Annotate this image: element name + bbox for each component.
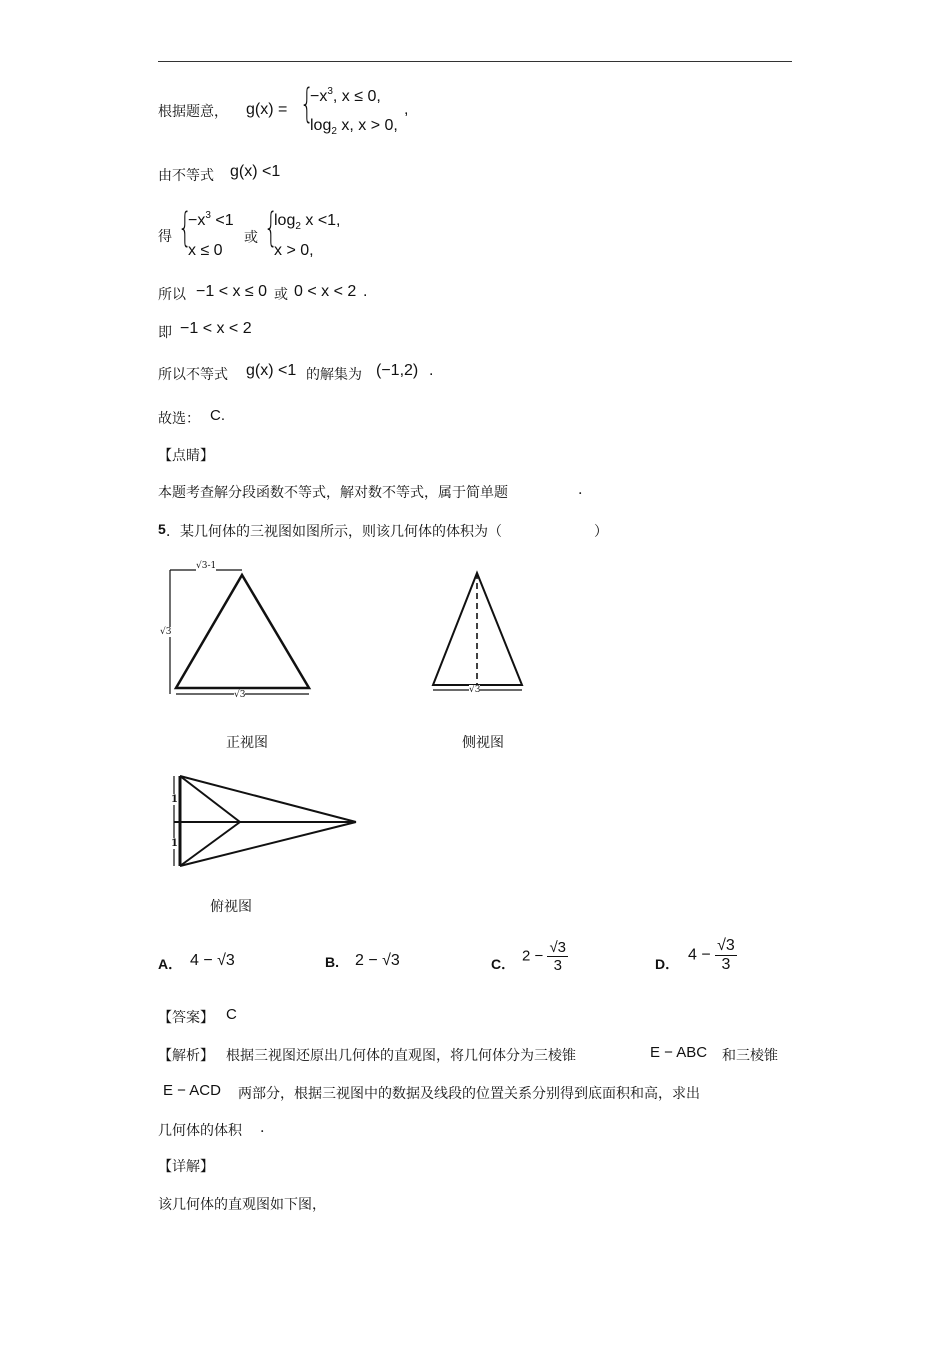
analysis-text-2: 和三棱锥 (722, 1048, 778, 1064)
text-choose-label: 故选： (158, 411, 200, 427)
text-solution-set: 的解集为 (306, 367, 362, 383)
option-c-letter: C． (491, 956, 516, 972)
question-text: ．某几何体的三视图如图所示，则该几何体的体积为（ (166, 524, 502, 540)
analysis-text-4: 几何体的体积 (158, 1123, 242, 1139)
top-view-label-1: 1 (171, 794, 178, 805)
heading-dianjing: 【点睛】 (158, 448, 214, 464)
answer-label: 【答案】 (158, 1010, 214, 1026)
text-choose-value: C. (210, 407, 225, 424)
text-period-2: . (429, 362, 434, 379)
caption-side-view: 侧视图 (462, 735, 504, 751)
top-view-edge-1 (180, 776, 356, 822)
math-sys2-b: x > 0, (274, 242, 314, 259)
option-b-letter: B. (325, 954, 340, 970)
text-line-5-prefix: 即 (158, 325, 172, 341)
caption-front-view: 正视图 (226, 735, 268, 751)
text-or-1: 或 (244, 230, 258, 246)
caption-top-view: 俯视图 (210, 899, 252, 915)
side-view-bottom-label: √3 (469, 685, 481, 695)
text-line-2-prefix: 由不等式 (158, 168, 214, 184)
option-d-expr: 4 − $\frac{√3}{3}$ (688, 937, 735, 973)
question-number: 5 (158, 521, 166, 537)
front-view-bottom-label: √3 (234, 690, 246, 700)
text-period: . (363, 283, 368, 300)
math-sys1-a: $-x^3 <1$ (188, 210, 234, 229)
front-view-figure (170, 570, 309, 694)
analysis-label: 【解析】 (158, 1048, 214, 1064)
analysis-math-2: E − ACD (163, 1082, 221, 1099)
analysis-text-1: 根据三视图还原出几何体的直观图，将几何体分为三棱锥 (226, 1048, 576, 1064)
option-b-expr: 2 − √3 (355, 952, 400, 969)
text-dianjing: 本题考查解分段函数不等式，解对数不等式，属于简单题 (158, 485, 508, 501)
top-view-figure (174, 776, 356, 866)
text-dianjing-end: . (578, 482, 583, 498)
text-line-3-prefix: 得 (158, 229, 172, 245)
math-range-1: −1 < x ≤ 0 (196, 283, 268, 300)
math-trail: , (404, 101, 409, 118)
math-sys2-a: $\log_2 x <1$, (274, 212, 341, 232)
question-close: ） (594, 524, 608, 540)
text-line-4-prefix: 所以 (158, 287, 186, 303)
analysis-math-1: E − ABC (650, 1044, 708, 1061)
math-range-final: −1 < x < 2 (180, 320, 252, 337)
math-interval: (−1,2) (376, 362, 419, 379)
brace-1: { (300, 81, 314, 127)
brace-2: { (178, 205, 192, 251)
top-view-edge-2 (180, 822, 356, 866)
answer-value: C (226, 1006, 237, 1023)
math-sys1-b: x ≤ 0 (188, 242, 223, 259)
option-a-letter: A． (158, 956, 183, 972)
option-c-expr: 2 − $\frac{√3}{3}$ (522, 939, 567, 974)
math-inequality: g(x) <1 (230, 163, 281, 180)
front-view-left-label: √3 (160, 627, 172, 637)
front-view-triangle (176, 575, 309, 688)
analysis-end: . (260, 1120, 265, 1136)
side-view-figure (433, 573, 522, 690)
math-g-def: g(x) = (246, 101, 288, 118)
text-or-2: 或 (274, 287, 288, 303)
math-case-1: $-x^3$, x ≤ 0, (310, 86, 381, 105)
top-view-label-2: 1 (171, 838, 178, 849)
math-case-2: $\log_2 x$, x > 0, (310, 117, 398, 137)
math-range-2: 0 < x < 2 (294, 283, 357, 300)
detail-text: 该几何体的直观图如下图， (158, 1197, 326, 1213)
analysis-text-3: 两部分，根据三视图中的数据及线段的位置关系分别得到底面积和高，求出 (238, 1086, 700, 1102)
option-d-letter: D． (655, 956, 680, 972)
text-line-1-prefix: 根据题意， (158, 104, 228, 120)
front-view-top-label: √3-1 (196, 561, 217, 571)
detail-label: 【详解】 (158, 1159, 214, 1175)
brace-3: { (264, 205, 278, 251)
math-inequality-2: g(x) <1 (246, 362, 297, 379)
text-line-6-prefix: 所以不等式 (158, 367, 228, 383)
option-a-expr: 4 − √3 (190, 952, 235, 969)
